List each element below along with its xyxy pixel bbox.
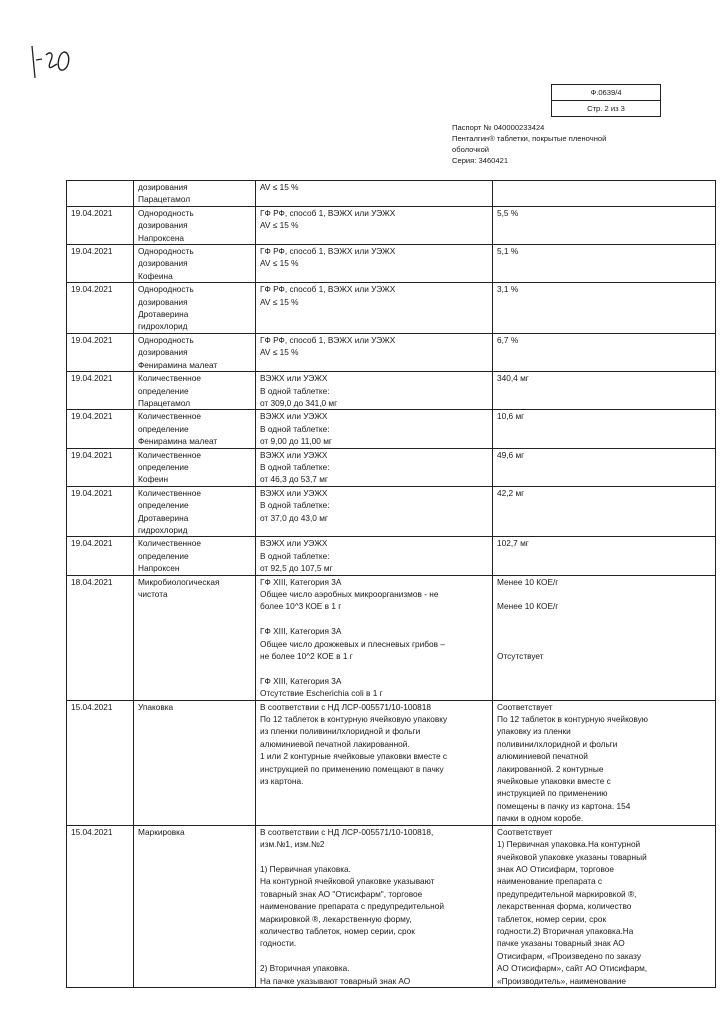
- result-cell: [493, 372, 716, 410]
- parameter-cell: [134, 700, 256, 825]
- cell-line: Общее число аэробных микроорганизмов - не: [260, 589, 439, 599]
- cell-line: AV ≤ 15 %: [260, 220, 299, 231]
- cell-line: 42,2 мг: [497, 487, 525, 498]
- cell-line: В одной таблетке:: [260, 550, 330, 561]
- cell-line: ВЭЖХ или УЭЖХ: [260, 487, 328, 498]
- result-cell: [493, 181, 716, 207]
- cell-line: 1 или 2 контурные ячейковые упаковки вместе с: [260, 751, 448, 762]
- requirement-cell: [256, 575, 493, 700]
- cell-line: Упаковка: [138, 701, 174, 712]
- cell-line: Количественное: [138, 487, 201, 498]
- cell-line: от 9,00 до 11,00 мг: [260, 436, 332, 447]
- date-cell: [67, 283, 134, 334]
- cell-line: дозирования: [138, 220, 188, 231]
- parameter-cell: [134, 206, 256, 244]
- requirement-cell: [256, 333, 493, 371]
- cell-line: гидрохлорид: [138, 524, 188, 535]
- test-date: 19.04.2021: [71, 411, 113, 422]
- cell-line: знак АО Отисифарм, торговое: [497, 863, 615, 874]
- cell-line: Отсутствие Escherichia coli в 1 г: [260, 688, 383, 699]
- cell-line: ГФ РФ, способ 1, ВЭЖХ или УЭЖХ: [260, 207, 396, 218]
- passport-line: Пенталгин® таблетки, покрытые пленочной: [452, 134, 607, 143]
- cell-line: Количественное: [138, 411, 201, 422]
- table-row: [67, 537, 716, 575]
- cell-line: Фенирамина малеат: [138, 359, 218, 370]
- cell-line: В соответствии с НД ЛСР-005571/10-100818,: [260, 826, 434, 837]
- cell-line: 2) Вторичная упаковка.: [260, 963, 350, 974]
- table-row: [67, 700, 716, 825]
- cell-line: товарный знак АО "Отисифарм", торговое: [260, 888, 423, 899]
- cell-line: дозирования: [138, 182, 188, 192]
- parameter-cell: [134, 333, 256, 371]
- parameter-cell: [134, 410, 256, 448]
- date-cell: [67, 181, 134, 207]
- table-row: [67, 245, 716, 283]
- blank-line: [497, 638, 712, 650]
- requirement-cell: [256, 825, 493, 987]
- result-cell: [493, 825, 716, 987]
- parameter-cell: [134, 486, 256, 537]
- result-cell: [493, 245, 716, 283]
- date-cell: [67, 245, 134, 283]
- cell-line: из пленки поливинилхлоридной и фольги: [260, 726, 421, 737]
- cell-line: ГФ XIII, Категория 3А: [260, 675, 342, 686]
- cell-line: дозирования: [138, 296, 188, 307]
- cell-line: Однородность: [138, 334, 194, 345]
- test-results-table: [66, 180, 716, 988]
- cell-line: количество таблеток, номер серии, срок: [260, 925, 415, 936]
- passport-line: Паспорт № 040000233424: [452, 123, 545, 132]
- cell-line: ГФ РФ, способ 1, ВЭЖХ или УЭЖХ: [260, 284, 396, 295]
- requirement-cell: [256, 372, 493, 410]
- cell-line: определение: [138, 423, 189, 434]
- cell-line: Однородность: [138, 284, 194, 295]
- cell-line: Кофеин: [138, 474, 169, 485]
- cell-line: Маркировка: [138, 826, 185, 837]
- cell-line: дозирования: [138, 258, 188, 269]
- cell-line: 10,6 мг: [497, 411, 525, 422]
- cell-line: Однородность: [138, 246, 194, 257]
- cell-line: AV ≤ 15 %: [260, 347, 299, 358]
- cell-line: Напроксен: [138, 563, 180, 574]
- cell-line: гидрохлорид: [138, 321, 188, 332]
- cell-line: ГФ XIII, Категория 3А: [260, 576, 342, 587]
- cell-line: определение: [138, 385, 189, 396]
- parameter-cell: [134, 575, 256, 700]
- cell-line: определение: [138, 500, 189, 511]
- result-cell: [493, 206, 716, 244]
- cell-line: лакированной. 2 контурные: [497, 763, 604, 774]
- cell-line: Дротаверина: [138, 309, 189, 320]
- cell-line: ячейковой упаковке указаны товарный: [497, 851, 647, 862]
- cell-line: На контурной ячейковой упаковке указывают: [260, 876, 435, 887]
- cell-line: АО Отисифарм», сайт АО Отисифарм,: [497, 963, 648, 974]
- test-date: 19.04.2021: [71, 538, 113, 549]
- test-date: 19.04.2021: [71, 373, 113, 384]
- cell-line: «Производитель», наименование: [497, 975, 627, 986]
- requirement-cell: [256, 283, 493, 334]
- cell-line: ВЭЖХ или УЭЖХ: [260, 411, 328, 422]
- cell-line: наименование препарата с предупредительной: [260, 901, 444, 912]
- cell-line: изм.№1, изм.№2: [260, 839, 325, 850]
- result-cell: [493, 700, 716, 825]
- result-cell: [493, 333, 716, 371]
- handwritten-mark: [30, 42, 78, 82]
- cell-line: более 10^3 КОЕ в 1 г: [260, 601, 342, 612]
- cell-line: маркировкой ®, лекарственную форму,: [260, 913, 412, 924]
- result-cell: [493, 486, 716, 537]
- table-row: [67, 333, 716, 371]
- test-results-body: [67, 181, 716, 988]
- test-date: 19.04.2021: [71, 284, 113, 295]
- passport-line: Серия: 3460421: [452, 156, 509, 165]
- cell-line: определение: [138, 461, 189, 472]
- test-date: 15.04.2021: [71, 701, 113, 712]
- parameter-cell: [134, 537, 256, 575]
- blank-line: [497, 588, 712, 600]
- cell-line: 6,7 %: [497, 334, 519, 345]
- cell-line: Микробиологическая: [138, 576, 220, 587]
- blank-line: [260, 851, 489, 863]
- cell-line: от 309,0 до 341,0 мг: [260, 397, 338, 408]
- requirement-cell: [256, 410, 493, 448]
- date-cell: [67, 333, 134, 371]
- cell-line: 102,7 мг: [497, 538, 529, 549]
- date-cell: [67, 448, 134, 486]
- requirement-cell: [256, 181, 493, 207]
- requirement-cell: [256, 537, 493, 575]
- cell-line: Дротаверина: [138, 512, 189, 523]
- cell-line: Количественное: [138, 373, 201, 384]
- date-cell: [67, 537, 134, 575]
- cell-line: 1) Первичная упаковка.На контурной: [497, 839, 641, 850]
- result-cell: [493, 448, 716, 486]
- cell-line: от 46,3 до 53,7 мг: [260, 474, 328, 485]
- cell-line: 340,4 мг: [497, 373, 529, 384]
- parameter-cell: [134, 372, 256, 410]
- cell-line: AV ≤ 15 %: [260, 182, 299, 192]
- requirement-cell: [256, 245, 493, 283]
- form-code: Ф.0639/4: [552, 85, 660, 101]
- cell-line: чистота: [138, 589, 168, 599]
- requirement-cell: [256, 206, 493, 244]
- blank-line: [497, 625, 712, 637]
- parameter-cell: [134, 283, 256, 334]
- cell-line: лекарственная форма, количество: [497, 901, 632, 912]
- cell-line: Отсутствует: [497, 650, 544, 661]
- parameter-cell: [134, 825, 256, 987]
- test-date: 15.04.2021: [71, 826, 113, 837]
- cell-line: 1) Первичная упаковка.: [260, 863, 351, 874]
- cell-line: алюминиевой печатной лакированной.: [260, 738, 410, 749]
- date-cell: [67, 486, 134, 537]
- cell-line: 5,5 %: [497, 207, 519, 218]
- cell-line: годности.: [260, 938, 297, 949]
- cell-line: AV ≤ 15 %: [260, 258, 299, 269]
- cell-line: В одной таблетке:: [260, 385, 330, 396]
- cell-line: помещены в пачку из картона. 154: [497, 800, 631, 811]
- date-cell: [67, 372, 134, 410]
- cell-line: Напроксена: [138, 232, 185, 243]
- table-row: [67, 283, 716, 334]
- test-date: 19.04.2021: [71, 334, 113, 345]
- cell-line: В одной таблетке:: [260, 423, 330, 434]
- cell-line: не более 10^2 КОЕ в 1 г: [260, 651, 353, 662]
- cell-line: пачки в одном коробе.: [497, 813, 584, 824]
- form-reference-box: [551, 84, 661, 117]
- cell-line: Парацетамол: [138, 194, 191, 205]
- cell-line: дозирования: [138, 347, 188, 358]
- cell-line: из картона.: [260, 776, 304, 787]
- cell-line: В одной таблетке:: [260, 500, 330, 511]
- passport-info: [452, 122, 642, 166]
- parameter-cell: [134, 181, 256, 207]
- cell-line: от 37,0 до 43,0 мг: [260, 512, 328, 523]
- cell-line: Соответствует: [497, 701, 553, 712]
- result-cell: [493, 410, 716, 448]
- cell-line: таблеток, номер серии, срок: [497, 913, 607, 924]
- cell-line: предупредительной маркировкой ®,: [497, 888, 637, 899]
- cell-line: поливинилхлоридной и фольги: [497, 738, 618, 749]
- cell-line: По 12 таблеток в контурную ячейковую: [497, 714, 649, 725]
- passport-line: оболочкой: [452, 145, 490, 154]
- table-row: [67, 181, 716, 207]
- cell-line: ВЭЖХ или УЭЖХ: [260, 449, 328, 460]
- result-cell: [493, 575, 716, 700]
- cell-line: Фенирамина малеат: [138, 436, 218, 447]
- parameter-cell: [134, 448, 256, 486]
- cell-line: алюминиевой печатной: [497, 751, 588, 762]
- cell-line: Общее число дрожжевых и плесневых грибов –: [260, 638, 445, 649]
- parameter-cell: [134, 245, 256, 283]
- cell-line: Отисифарм, «Произведено по заказу: [497, 950, 642, 961]
- requirement-cell: [256, 486, 493, 537]
- cell-line: Парацетамол: [138, 397, 191, 408]
- cell-line: инструкцией по применению: [497, 788, 608, 799]
- requirement-cell: [256, 700, 493, 825]
- requirement-cell: [256, 448, 493, 486]
- blank-line: [260, 613, 489, 625]
- cell-line: Менее 10 КОЕ/г: [497, 601, 559, 612]
- table-row: [67, 410, 716, 448]
- cell-line: В одной таблетке:: [260, 461, 330, 472]
- cell-line: от 92,5 до 107,5 мг: [260, 563, 333, 574]
- test-date: 19.04.2021: [71, 246, 113, 257]
- test-date: 19.04.2021: [71, 449, 113, 460]
- table-row: [67, 486, 716, 537]
- cell-line: пачке указаны товарный знак АО: [497, 938, 625, 949]
- test-date: 18.04.2021: [71, 576, 113, 587]
- page-number: Стр. 2 из 3: [587, 104, 625, 113]
- blank-line: [260, 662, 489, 674]
- date-cell: [67, 825, 134, 987]
- cell-line: ячейковые упаковки вместе с: [497, 776, 611, 787]
- cell-line: Количественное: [138, 449, 201, 460]
- cell-line: 5,1 %: [497, 246, 519, 257]
- cell-line: наименование препарата с: [497, 876, 603, 887]
- cell-line: 3,1 %: [497, 284, 519, 295]
- cell-line: Количественное: [138, 538, 201, 549]
- blank-line: [497, 613, 712, 625]
- cell-line: В соответствии с НД ЛСР-005571/10-100818: [260, 701, 431, 712]
- date-cell: [67, 206, 134, 244]
- result-cell: [493, 283, 716, 334]
- table-row: [67, 825, 716, 987]
- cell-line: По 12 таблеток в контурную ячейковую упаковку: [260, 714, 448, 725]
- cell-line: ГФ XIII, Категория 3А: [260, 626, 342, 637]
- table-row: [67, 575, 716, 700]
- cell-line: AV ≤ 15 %: [260, 296, 299, 307]
- cell-line: ГФ РФ, способ 1, ВЭЖХ или УЭЖХ: [260, 246, 396, 257]
- cell-line: ВЭЖХ или УЭЖХ: [260, 373, 328, 384]
- test-date: 19.04.2021: [71, 207, 113, 218]
- table-row: [67, 372, 716, 410]
- date-cell: [67, 700, 134, 825]
- test-date: 19.04.2021: [71, 487, 113, 498]
- cell-line: ВЭЖХ или УЭЖХ: [260, 538, 328, 549]
- cell-line: 49,6 мг: [497, 449, 525, 460]
- cell-line: Кофеина: [138, 270, 173, 281]
- table-row: [67, 448, 716, 486]
- date-cell: [67, 575, 134, 700]
- cell-line: ГФ РФ, способ 1, ВЭЖХ или УЭЖХ: [260, 334, 396, 345]
- cell-line: упаковку из пленки: [497, 726, 571, 737]
- table-row: [67, 206, 716, 244]
- cell-line: Однородность: [138, 207, 194, 218]
- cell-line: Соответствует: [497, 826, 553, 837]
- cell-line: Менее 10 КОЕ/г: [497, 576, 559, 587]
- date-cell: [67, 410, 134, 448]
- blank-line: [260, 950, 489, 962]
- cell-line: определение: [138, 550, 189, 561]
- cell-line: годности.2) Вторичная упаковка.На: [497, 925, 634, 936]
- cell-line: На пачке указывают товарный знак АО: [260, 975, 411, 986]
- result-cell: [493, 537, 716, 575]
- cell-line: инструкцией по применению помещают в пачку: [260, 763, 444, 774]
